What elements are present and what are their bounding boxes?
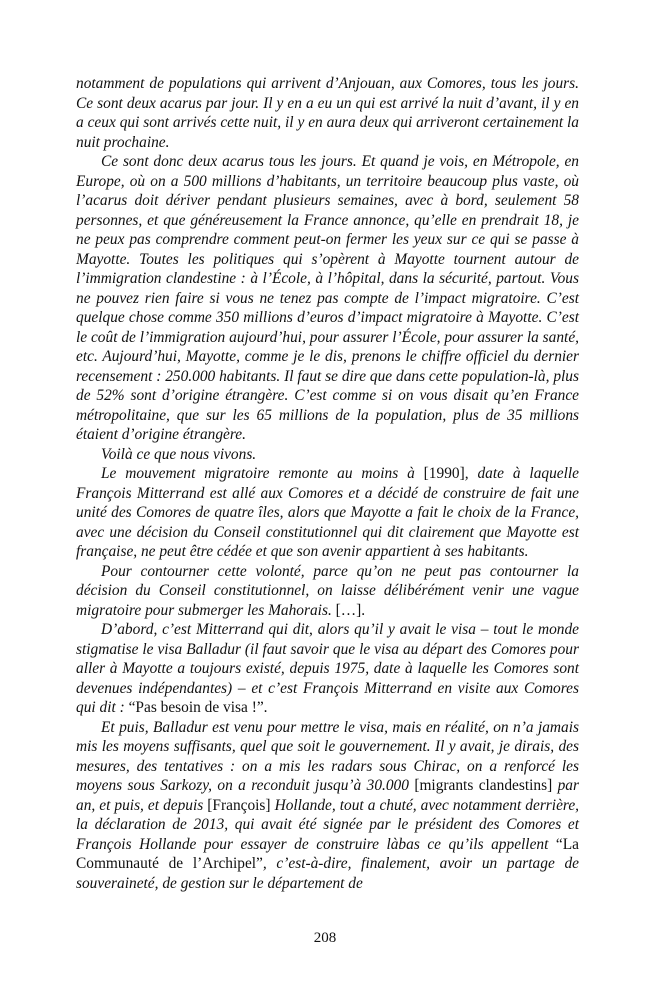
italic-text-segment: Et puis, Balladur est venu pour mettre le visa, mais en réalité, on n’a jamais mis les moyens suffisants, quel que soit le gouvernement. Il y avait, je dirais, des mesures, des tentatives : on a mis les radars sous Chirac, on a renforcé les moyens sous Sarkozy, on a reconduit jusqu’à 30.000: [76, 718, 579, 794]
page-number: 208: [313, 930, 337, 946]
italic-text-segment: Hollande, tout a chuté, avec notamment derrière, la déclaration de 2013, qui avait été signée par le président des Comores et François Hollande pour essayer de construire làbas ce qu’ils appellent: [76, 796, 579, 853]
italic-text-segment: D’abord, c’est Mitterrand qui dit, alors qu’il y avait le visa – tout le monde stigmatise le visa Balladur (il faut savoir que le visa au départ des Comores pour aller à Mayotte a toujours existé, depuis 1975, date à laquelle les Comores sont devenues indépendantes) – et c’est François Mitterrand en visite aux Comores qui dit :: [76, 621, 579, 716]
roman-text-segment: “La Communauté de l’Archipel”: [76, 835, 579, 872]
page-text-body: [76, 74, 579, 893]
paragraph: [76, 562, 579, 621]
roman-text-segment: [migrants clandestins]: [414, 777, 553, 794]
roman-text-segment: [1990]: [423, 465, 465, 482]
paragraph: [76, 464, 579, 562]
roman-text-segment: [François]: [207, 796, 271, 814]
paragraph: [76, 718, 579, 894]
roman-text-segment: “Pas besoin de visa !”.: [128, 699, 268, 716]
paragraph: [76, 74, 579, 152]
italic-text-segment: Voilà ce que nous vivons.: [101, 445, 257, 463]
paragraph: [76, 620, 579, 718]
roman-text-segment: […].: [335, 601, 366, 619]
italic-text-segment: Ce sont donc deux acarus tous les jours. Et quand je vois, en Métropole, en Europe, où on a 500 millions d’habitants, un territoire beaucoup plus vaste, où l’acarus doit dériver pendant plusieurs semaines, avec à bord, seulement 58 personnes, et que généreusement la France annonce, qu’elle en prendrait 18, je ne peux pas comprendre comment peut-on fermer les yeux sur ce qui se passe à Mayotte. Toutes les politiques qui s’opèrent à Mayotte tournent autour de l’immigration clandestine : à l’École, à l’hôpital, dans la sécurité, partout. Vous ne pouvez rien faire si vous ne tenez pas compte de l’impact migratoire. C’est quelque chose comme 350 millions d’euros d’impact migratoire à Mayotte. C’est le coût de l’immigration aujourd’hui, pour assurer l’École, pour assurer la santé, etc. Aujourd’hui, Mayotte, comme je le dis, prenons le chiffre officiel du dernier recensement : 250.000 habitants. Il faut se dire que dans cette population-là, plus de 52% sont d’origine étrangère. C’est comme si on vous disait qu’en France métropolitaine, que sur les 65 millions de la population, plus de 35 millions étaient d’origine étrangère.: [76, 153, 579, 443]
italic-text-segment: , c’est-à-dire, finalement, avoir un partage de souveraineté, de gestion sur le département de: [76, 855, 579, 892]
paragraph: [76, 152, 579, 445]
italic-text-segment: par an, et puis, et depuis: [76, 777, 579, 814]
paragraph: [76, 445, 579, 465]
italic-text-segment: notamment de populations qui arrivent d’Anjouan, aux Comores, tous les jours. Ce sont deux acarus par jour. Il y en a eu un qui est arrivé la nuit d’avant, il y en a ceux qui sont arrivés cette nuit, il y en aura deux qui arriveront certainement la nuit prochaine.: [76, 75, 579, 151]
italic-text-segment: Le mouvement migratoire remonte au moins à: [101, 465, 424, 482]
italic-text-segment: , date à laquelle François Mitterrand est allé aux Comores et a décidé de construire de fait une unité des Comores de quatre îles, alors que Mayotte a fait le choix de la France, avec une décision du Conseil constitutionnel qui dit clairement que Mayotte est française, ne peut être cédée et que son avenir appartient à ses habitants.: [76, 465, 579, 560]
italic-text-segment: Pour contourner cette volonté, parce qu’on ne peut pas contourner la décision du Conseil constitutionnel, on laisse délibérément venir une vague migratoire pour submerger les Mahorais.: [76, 562, 579, 619]
